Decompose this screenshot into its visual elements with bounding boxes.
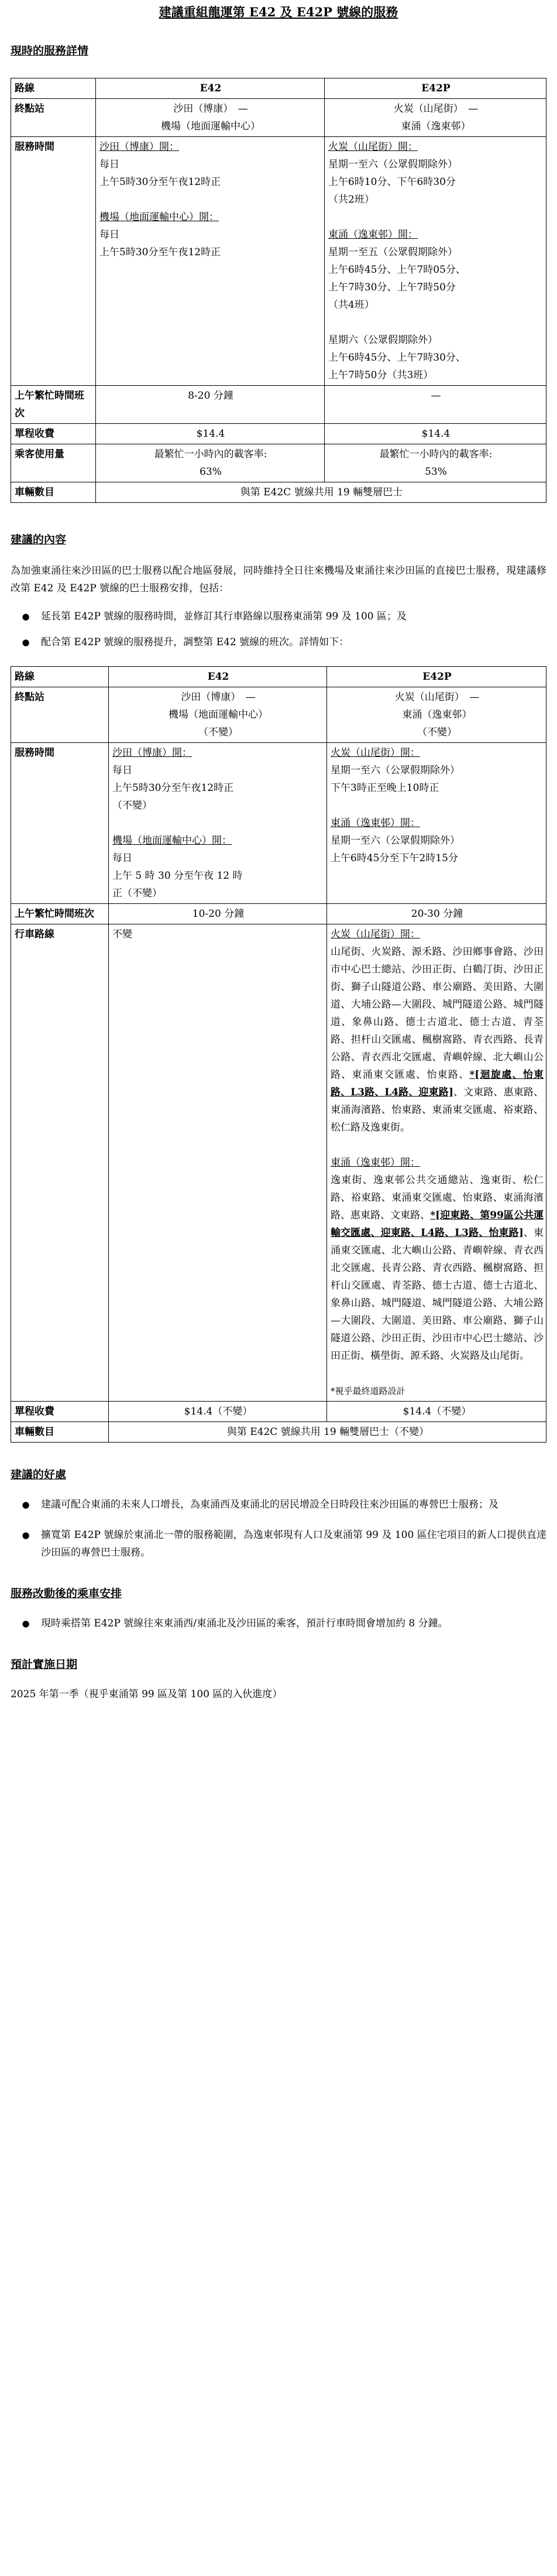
list-item: ● 擴寬第 E42P 號線於東涌北一帶的服務範圍，為逸東邨現有人口及東涌第 99 及 100 區住宅項目的新人口提供直達沙田區的專營巴士服務。: [11, 1526, 546, 1561]
header-e42p: E42P: [325, 78, 546, 99]
document-title: 建議重組龍運第 E42 及 E42P 號線的服務: [159, 5, 398, 19]
list-item: ● 配合第 E42P 號線的服務提升，調整第 E42 號線的班次。詳情如下：: [11, 633, 546, 651]
bullet-icon: ●: [22, 1499, 30, 1510]
benefits-list: [11, 1496, 546, 1561]
peak-e42p: 20-30 分鐘: [327, 904, 546, 924]
impact-heading: 服務改動後的乘車安排: [11, 1587, 122, 1600]
fleet-label: 車輛數目: [11, 1422, 109, 1443]
benefits-heading: 建議的好處: [11, 1468, 67, 1481]
list-item: ● 現時乘搭第 E42P 號線往來東涌西/東涌北及沙田區的乘客，預計行車時間會增加約 8 分鐘。: [11, 1615, 546, 1632]
terminus-label: 終點站: [11, 687, 109, 743]
occupancy-e42: 最繁忙一小時內的載客率: 63%: [96, 444, 325, 482]
table-row: [11, 78, 546, 99]
benefits-section: [11, 1466, 546, 1561]
terminus-e42p: 火炭（山尾街） — 東涌（逸東邨）: [325, 99, 546, 137]
schedule-text: 2025 年第一季（視乎東涌第 99 區及第 100 區的入伙進度）: [11, 1688, 283, 1700]
proposal-section: [11, 531, 546, 651]
fare-e42: $14.4: [96, 424, 325, 444]
proposal-list: [11, 608, 546, 651]
routing-e42: 不變: [109, 924, 327, 1402]
peak-label: 上午繁忙時間班次: [11, 904, 109, 924]
hours-e42: 沙田（博康）開： 每日 上午5時30分至午夜12時正 機場（地面運輸中心）開： 每日 上午5時30分至午夜12時正: [96, 137, 325, 386]
impact-list: [11, 1615, 546, 1632]
current-service-section: [11, 42, 546, 503]
routing-change-b: *[迎東路、第99區公共運輸交匯處、迎東路、L4路、L3路、怡東路]: [331, 1210, 544, 1239]
fare-e42: $14.4（不變）: [109, 1402, 327, 1422]
terminus-e42: 沙田（博康） — 機場（地面運輸中心）: [96, 99, 325, 137]
proposed-service-table: [11, 666, 546, 1443]
header-e42: E42: [96, 78, 325, 99]
list-item: ● 延長第 E42P 號線的服務時間，並修訂其行車路線以服務東涌第 99 及 100 區；及: [11, 608, 546, 625]
table-row: [11, 687, 546, 743]
fleet-value: 與第 E42C 號線共用 19 輛雙層巴士（不變）: [109, 1422, 546, 1443]
bullet-icon: ●: [22, 611, 30, 622]
hours-e42: 沙田（博康）開： 每日 上午5時30分至午夜12時正 （不變） 機場（地面運輸中心）開： 每日 上午 5 時 30 分至午夜 12 時 正（不變）: [109, 743, 327, 904]
bullet-icon: ●: [22, 1618, 30, 1629]
fare-label: 單程收費: [11, 424, 96, 444]
peak-e42: 10-20 分鐘: [109, 904, 327, 924]
hours-e42p: 火炭（山尾街）開： 星期一至六（公眾假期除外） 下午3時正至晚上10時正 東涌（逸東邨）開： 星期一至六（公眾假期除外） 上午6時45分至下午2時15分: [327, 743, 546, 904]
current-service-heading: 現時的服務詳情: [11, 44, 89, 57]
proposal-heading: 建議的內容: [11, 533, 67, 546]
table-row: [11, 743, 546, 904]
routing-e42p: 火炭（山尾街）開： 山尾街、火炭路、源禾路、沙田鄉事會路、沙田市中心巴士總站、沙田正街、白鶴汀街、沙田正街、獅子山隧道公路、車公廟路、美田路、大圍道、大埔公路—大圍段、城門隧道公路、城門隧道、象鼻山路、德士古道北、德士古道、青荃路、担杆山交匯處、楓樹窩路、青衣西路、長青公路、青衣西北交匯處、青嶼幹線、北大嶼山公路、東涌東交匯處、怡東路、*[迴旋處、怡東路、L3路、L4路、迎東路]、文東路、惠東路、東涌海濱路、怡東路、東涌東交匯處、裕東路、松仁路及逸東街。 東涌（逸東邨）開： 逸東街、逸東邨公共交通總站、逸東街、松仁路、裕東路、東涌東交匯處、怡東路、東涌海濱路、惠東路、文東路、*[迎東路、第99區公共運輸交匯處、迎東路、L4路、L3路、怡東路]、東涌東交匯處、北大嶼山公路、青嶼幹線、青衣西北交匯處、長青公路、青衣西路、楓樹窩路、担杆山交匯處、青荃路、德士古道、德士古道北、象鼻山路、城門隧道、城門隧道公路、大埔公路—大圍段、大圍道、美田路、車公廟路、獅子山隧道公路、沙田正街、沙田市中心巴士總站、沙田正街、橫壆街、源禾路、火炭路及山尾街。 *視乎最終道路設計: [327, 924, 546, 1402]
table-row: [11, 904, 546, 924]
table-row: [11, 924, 546, 1402]
table-row: [11, 444, 546, 482]
fare-e42p: $14.4: [325, 424, 546, 444]
table-row: [11, 1402, 546, 1422]
header-e42p: E42P: [327, 667, 546, 687]
occupancy-e42p: 最繁忙一小時內的載客率: 53%: [325, 444, 546, 482]
table-row: [11, 386, 546, 424]
terminus-e42p: 火炭（山尾街） — 東涌（逸東邨） （不變）: [327, 687, 546, 743]
routing-note: *視乎最終道路設計: [331, 1386, 405, 1396]
occupancy-label: 乘客使用量: [11, 444, 96, 482]
fleet-value: 與第 E42C 號線共用 19 輛雙層巴士: [96, 482, 546, 503]
routing-change-a: *[迴旋處、怡東路、L3路、L4路、迎東路]: [331, 1069, 544, 1098]
fare-label: 單程收費: [11, 1402, 109, 1422]
schedule-heading: 預計實施日期: [11, 1658, 78, 1671]
hours-label: 服務時間: [11, 137, 96, 386]
header-route: 路線: [11, 667, 109, 687]
table-row: [11, 137, 546, 386]
impact-section: [11, 1585, 546, 1632]
table-row: [11, 424, 546, 444]
current-service-table: [11, 78, 546, 503]
hours-label: 服務時間: [11, 743, 109, 904]
terminus-label: 終點站: [11, 99, 96, 137]
hours-e42p: 火炭（山尾街）開： 星期一至六（公眾假期除外） 上午6時10分、下午6時30分 （共2班） 東涌（逸東邨）開： 星期一至五（公眾假期除外） 上午6時45分、上午7時05分、 上午7時30分、上午7時50分 （共4班） 星期六（公眾假期除外） 上午6時45分、上午7時30分、 上午7時50分（共3班）: [325, 137, 546, 386]
table-row: [11, 1422, 546, 1443]
fare-e42p: $14.4（不變）: [327, 1402, 546, 1422]
routing-label: 行車路線: [11, 924, 109, 1402]
schedule-section: [11, 1656, 546, 1703]
table-row: [11, 482, 546, 503]
peak-e42: 8-20 分鐘: [96, 386, 325, 424]
table-row: [11, 667, 546, 687]
fleet-label: 車輛數目: [11, 482, 96, 503]
proposal-intro: 為加強東涌往來沙田區的巴士服務以配合地區發展，同時維持全日往來機場及東涌往來沙田區的直接巴士服務，現建議修改第 E42 及 E42P 號線的巴士服務安排，包括：: [11, 565, 546, 594]
table-row: [11, 99, 546, 137]
bullet-icon: ●: [22, 1530, 30, 1540]
list-item: ● 建議可配合東涌的未來人口增長，為東涌西及東涌北的居民增設全日時段往來沙田區的專營巴士服務；及: [11, 1496, 546, 1513]
bullet-icon: ●: [22, 637, 30, 648]
header-e42: E42: [109, 667, 327, 687]
header-route: 路線: [11, 78, 96, 99]
peak-label: 上午繁忙時間班次: [11, 386, 96, 424]
terminus-e42: 沙田（博康） — 機場（地面運輸中心） （不變）: [109, 687, 327, 743]
peak-e42p: —: [325, 386, 546, 424]
